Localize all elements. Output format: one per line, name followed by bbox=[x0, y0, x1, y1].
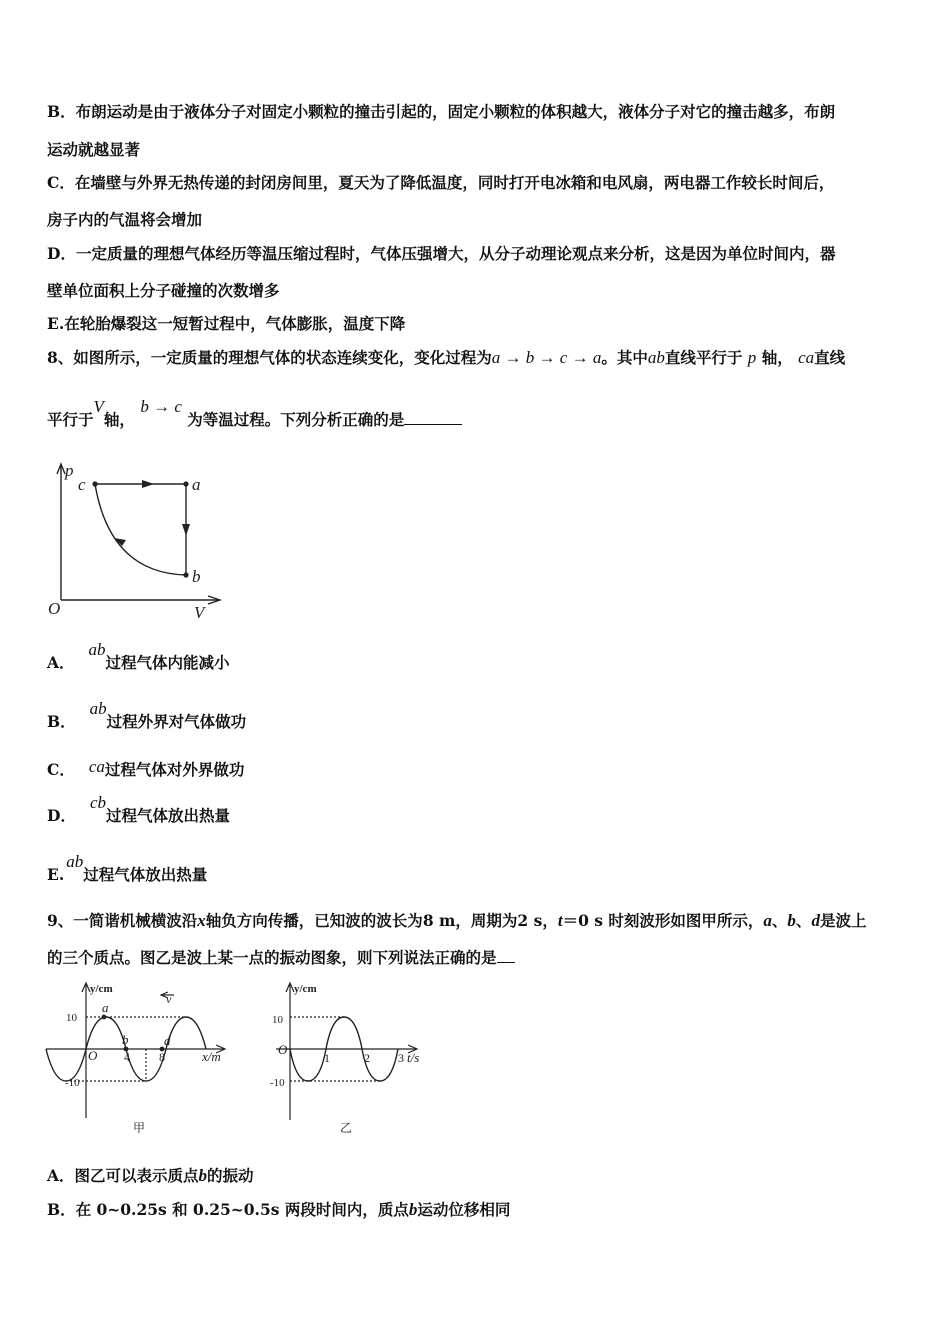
q8-process: a → b → c → a bbox=[491, 348, 602, 367]
option-symbol: ab bbox=[66, 852, 84, 871]
q7-option-d-line2: 壁单位面积上分子碰撞的次数增多 bbox=[47, 281, 280, 300]
q8-stem-text: 。其中 bbox=[601, 348, 648, 367]
option-letter: B． bbox=[47, 712, 76, 731]
q8-option-a bbox=[47, 640, 230, 673]
q7-option-b-line1: B．布朗运动是由于液体分子对固定小颗粒的撞击引起的，固定小颗粒的体积越大，液体分子对它的撞击越多，布朗 bbox=[47, 102, 836, 121]
q7-option-c-line1: C．在墙壁与外界无热传递的封闭房间里，夏天为了降低温度，同时打开电冰箱和电风扇，两电器工作较长时间后， bbox=[47, 173, 835, 192]
x4-label: 4 bbox=[124, 1050, 130, 1064]
q8-stem-text: 轴， bbox=[103, 410, 135, 429]
t2-label: 2 bbox=[364, 1051, 370, 1065]
point-a-marker bbox=[102, 1015, 107, 1020]
t1-label: 1 bbox=[324, 1051, 330, 1065]
q9-stem-text: ＝0 s 时刻波形如图甲所示， bbox=[562, 911, 764, 930]
option-text: 过程外界对气体做功 bbox=[106, 712, 247, 731]
option-text: A．图乙可以表示质点 bbox=[47, 1166, 199, 1185]
q9-b-symbol: b bbox=[787, 911, 796, 930]
t3-label: 3 bbox=[398, 1051, 404, 1065]
q9-vibration-figure bbox=[266, 978, 446, 1138]
origin-label: O bbox=[88, 1048, 98, 1063]
q9-d-symbol: d bbox=[811, 911, 820, 930]
c-label: c bbox=[78, 475, 86, 494]
point-a-label: a bbox=[102, 1000, 109, 1015]
q9-stem-line2 bbox=[47, 948, 515, 968]
q9-stem-text: 的三个质点。图乙是波上某一点的振动图象，则下列说法正确的是 bbox=[47, 948, 497, 967]
q9-stem-text: 是波上 bbox=[819, 911, 867, 930]
q8-ab-symbol: ab bbox=[647, 348, 665, 367]
yn10-label: -10 bbox=[65, 1077, 80, 1089]
q8-option-b bbox=[47, 699, 247, 732]
option-text: 的振动 bbox=[207, 1166, 254, 1185]
q8-stem-text: 为等温过程。下列分析正确的是 bbox=[187, 410, 405, 429]
option-text: 过程气体放出热量 bbox=[106, 806, 231, 825]
point-b bbox=[183, 572, 188, 577]
q8-stem-line2 bbox=[47, 397, 462, 430]
q7-option-e: E.在轮胎爆裂这一短暂过程中，气体膨胀，温度下降 bbox=[47, 314, 406, 333]
option-text: 运动位移相同 bbox=[417, 1200, 511, 1219]
q9-stem-text: 轴负方向传播，已知波的波长为 bbox=[205, 911, 423, 930]
option-text: 过程气体内能减小 bbox=[105, 653, 230, 672]
y10-label: 10 bbox=[272, 1014, 283, 1026]
option-letter: A． bbox=[47, 653, 75, 672]
option-b-symbol: b bbox=[408, 1200, 418, 1219]
q9-stem-line1 bbox=[47, 911, 866, 931]
ab-direction-arrow-icon bbox=[182, 524, 190, 536]
y-axis-label: y/cm bbox=[294, 983, 317, 995]
option-text: 过程气体放出热量 bbox=[83, 865, 208, 884]
q8-bc-process: b → c bbox=[140, 397, 182, 416]
q8-stem-text: 8、如图所示，一定质量的理想气体的状态连续变化，变化过程为 bbox=[47, 348, 492, 367]
origin-label: O bbox=[278, 1042, 288, 1057]
p-axis-label: p bbox=[65, 461, 74, 480]
q9-stem-text: ，周期为 bbox=[455, 911, 518, 930]
q9-separator: 、 bbox=[771, 911, 788, 930]
answer-blank bbox=[404, 424, 462, 425]
point-b-label: b bbox=[122, 1032, 129, 1047]
q7-option-b-line2: 运动就越显著 bbox=[47, 140, 141, 159]
q9-period: 2 s bbox=[517, 911, 543, 930]
origin-label: O bbox=[48, 599, 61, 618]
q8-p-symbol: p bbox=[747, 348, 757, 367]
point-c bbox=[92, 481, 97, 486]
x-axis-label: x/m bbox=[202, 1049, 221, 1064]
q8-ca-symbol: ca bbox=[798, 348, 815, 367]
q8-stem-text: 直线平行于 bbox=[664, 348, 743, 367]
q9-stem-text: 9、一简谐机械横波沿 bbox=[47, 911, 198, 930]
option-symbol: ca bbox=[88, 757, 105, 776]
q9-separator: 、 bbox=[795, 911, 812, 930]
q9-x-symbol: x bbox=[197, 911, 206, 930]
q9-waveform-figure bbox=[40, 978, 240, 1138]
option-b-symbol: b bbox=[198, 1166, 208, 1185]
q8-stem-text: 直线 bbox=[814, 348, 846, 367]
q7-option-c-line2: 房子内的气温将会增加 bbox=[47, 210, 203, 229]
y-axis-label: y/cm bbox=[90, 983, 113, 995]
ca-direction-arrow-icon bbox=[142, 480, 154, 488]
point-a bbox=[183, 481, 188, 486]
y10-label: 10 bbox=[66, 1012, 77, 1024]
bc-curve bbox=[95, 484, 186, 575]
yn10-label: -10 bbox=[270, 1077, 285, 1089]
figure-caption: 乙 bbox=[340, 1121, 353, 1135]
option-symbol: cb bbox=[89, 793, 106, 812]
option-symbol: ab bbox=[89, 699, 107, 718]
v-axis-label: V bbox=[194, 603, 205, 622]
option-symbol: ab bbox=[88, 640, 106, 659]
q8-V-symbol: V bbox=[93, 397, 104, 416]
q8-stem-text: 轴， bbox=[761, 348, 793, 367]
a-label: a bbox=[192, 475, 201, 494]
q8-stem-text: 平行于 bbox=[47, 410, 94, 429]
option-letter: D． bbox=[47, 806, 76, 825]
q9-option-b bbox=[47, 1200, 510, 1220]
t-axis-label: t/s bbox=[407, 1050, 420, 1065]
q9-option-a bbox=[47, 1166, 254, 1186]
b-label: b bbox=[192, 567, 201, 586]
option-letter: E. bbox=[47, 865, 65, 884]
option-text: B．在 0~0.25s 和 0.25~0.5s 两段时间内，质点 bbox=[47, 1200, 409, 1219]
x8-label: 8 bbox=[159, 1050, 165, 1064]
point-d-label: d bbox=[164, 1033, 171, 1048]
figure-caption: 甲 bbox=[133, 1121, 146, 1135]
q9-t-symbol: t bbox=[557, 911, 563, 930]
answer-blank bbox=[497, 962, 515, 963]
velocity-label: v bbox=[166, 992, 172, 1006]
option-text: 过程气体对外界做功 bbox=[104, 760, 245, 779]
q8-stem-line1 bbox=[47, 348, 845, 368]
q8-option-c bbox=[47, 757, 245, 780]
q9-a-symbol: a bbox=[763, 911, 772, 930]
q9-stem-text: ， bbox=[542, 911, 558, 930]
q8-pv-diagram bbox=[40, 458, 230, 628]
q7-option-d-line1: D．一定质量的理想气体经历等温压缩过程时，气体压强增大，从分子动理论观点来分析，这是因为单位时间内，器 bbox=[47, 244, 836, 263]
q9-wavelength: 8 m bbox=[422, 911, 456, 930]
option-letter: C． bbox=[47, 760, 75, 779]
q8-option-e bbox=[47, 852, 208, 885]
q8-option-d bbox=[47, 793, 231, 826]
